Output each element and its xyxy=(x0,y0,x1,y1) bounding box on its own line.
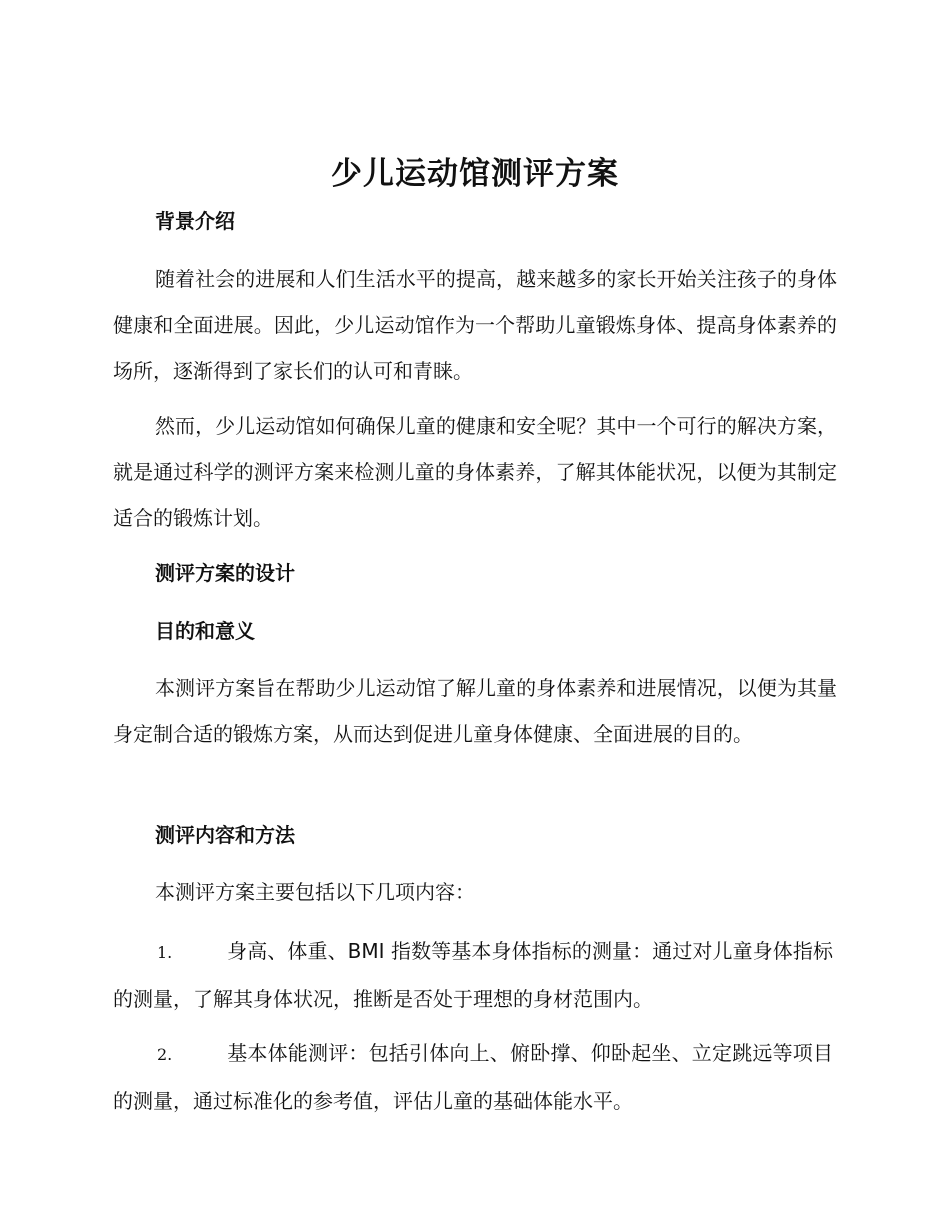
heading-content: 测评内容和方法 xyxy=(155,823,295,847)
list-item-text: 基本体能测评：包括引体向上、俯卧撑、仰卧起坐、立定跳远等项目的测量，通过标准化的参考值，评估儿童的基础体能水平。 xyxy=(113,1041,833,1113)
heading-design: 测评方案的设计 xyxy=(155,561,295,585)
paragraph-background-1: 随着社会的进展和人们生活水平的提高，越来越多的家长开始关注孩子的身体健康和全面进展。因此，少儿运动馆作为一个帮助儿童锻炼身体、提高身体素养的场所，逐渐得到了家长们的认可和青睐。 xyxy=(113,267,837,383)
paragraph-content-intro: 本测评方案主要包括以下几项内容： xyxy=(155,880,475,904)
page-title: 少儿运动馆测评方案 xyxy=(331,156,619,192)
list-item-1 xyxy=(113,928,833,1022)
paragraph-purpose: 本测评方案旨在帮助少儿运动馆了解儿童的身体素养和进展情况，以便为其量身定制合适的锻炼方案，从而达到促进儿童身体健康、全面进展的目的。 xyxy=(113,676,837,746)
list-item-2 xyxy=(113,1030,833,1124)
list-number: 2. xyxy=(157,1045,173,1064)
heading-background: 背景介绍 xyxy=(155,209,235,233)
paragraph-background-2: 然而，少儿运动馆如何确保儿童的健康和安全呢？其中一个可行的解决方案，就是通过科学的测评方案来检测儿童的身体素养，了解其体能状况，以便为其制定适合的锻炼计划。 xyxy=(113,414,837,530)
heading-purpose: 目的和意义 xyxy=(155,619,255,643)
list-item-text: 身高、体重、BMI 指数等基本身体指标的测量：通过对儿童身体指标的测量，了解其身体状况，推断是否处于理想的身材范围内。 xyxy=(113,939,833,1011)
list-number: 1. xyxy=(157,943,173,962)
